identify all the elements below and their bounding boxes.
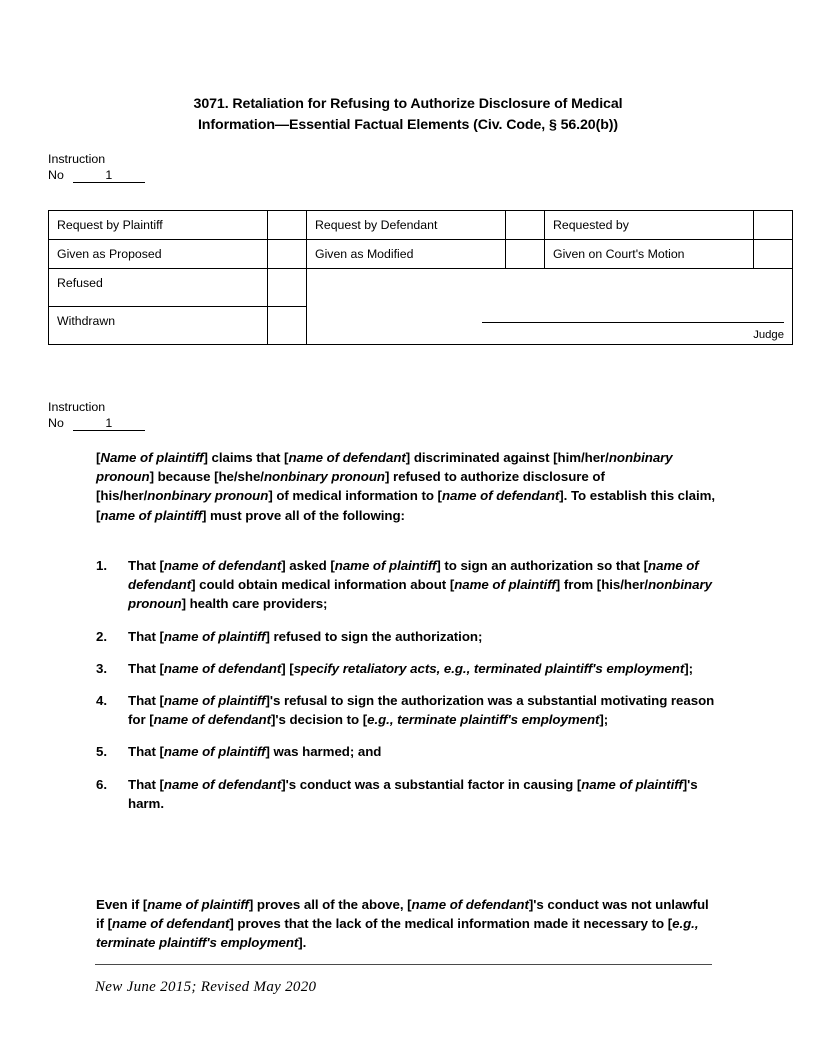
instruction-label-top: Instruction [48, 152, 106, 166]
list-item [96, 775, 722, 813]
text-run: ]. [298, 935, 307, 951]
footer-divider [95, 964, 712, 965]
cell-given-on-courts-motion: Given on Court's Motion [545, 240, 754, 269]
text-run: name of plaintiff [454, 577, 556, 593]
text-run: name of plaintiff [163, 744, 266, 760]
table-row [49, 240, 793, 269]
list-item [96, 691, 722, 729]
text-run: ] of medical information to [ [268, 488, 442, 504]
checkbox-given-on-courts-motion[interactable] [754, 240, 793, 269]
text-run: nonbinary pronoun [147, 488, 269, 504]
list-item [96, 556, 722, 614]
text-run: name of defendant [112, 916, 230, 932]
table-row [49, 269, 793, 307]
list-item [96, 659, 722, 678]
page-title [108, 94, 708, 136]
closing-paragraph [96, 895, 716, 953]
instruction-number-body [48, 400, 145, 431]
text-run: ] claims that [ [203, 450, 289, 465]
text-run: ] discriminated against [him/her/ [405, 450, 609, 465]
text-run: e.g., terminate plaintiff's employment [96, 916, 699, 951]
text-run: ] from [his/her/ [555, 577, 649, 593]
text-run: ]. To establish this claim, [ [96, 488, 716, 523]
judge-signature-caption: Judge [753, 329, 784, 341]
instruction-number-top [48, 152, 145, 183]
text-run: ] was harmed; and [265, 744, 382, 760]
text-run: name of defendant [288, 450, 406, 465]
list-item-text [128, 627, 722, 646]
list-item-number: 5. [96, 744, 108, 760]
page-title-line2: Information—Essential Factual Elements (Civ. Code, § 56.20(b)) [197, 117, 619, 133]
list-item-text [128, 691, 722, 729]
list-item-text [128, 556, 722, 614]
instruction-no-label-body: No [48, 415, 64, 430]
text-run: name of defendant [163, 660, 282, 676]
intro-paragraph [96, 448, 722, 525]
instruction-no-label-top: No [48, 167, 64, 182]
text-run: ]'s refusal to sign the authorization was a substantial motivating reason for [ [128, 693, 715, 728]
text-run: ] must prove all of the following: [201, 507, 405, 523]
cell-given-as-modified: Given as Modified [307, 240, 506, 269]
judge-signature-area [307, 269, 793, 345]
text-run: That [ [128, 744, 164, 760]
table-row [49, 211, 793, 240]
text-run: ]'s conduct was a substantial factor in causing [ [281, 776, 582, 792]
text-run: name of defendant [128, 558, 699, 593]
text-run: name of defendant [163, 776, 282, 792]
text-run: [ [96, 450, 101, 465]
text-run: nonbinary pronoun [128, 577, 712, 612]
list-item-number: 4. [96, 693, 108, 709]
text-run: specify retaliatory acts, e.g., terminated plaintiff's employment [293, 660, 685, 676]
text-run: name of plaintiff [581, 776, 683, 792]
list-item-text [128, 659, 722, 678]
text-run: ] refused to authorize disclosure of [his/her/ [96, 469, 605, 504]
judge-signature-line[interactable] [482, 322, 784, 323]
checkbox-refused[interactable] [268, 269, 307, 307]
text-run: name of plaintiff [334, 558, 437, 573]
text-run: nonbinary pronoun [263, 469, 385, 485]
text-run: ] proves that the lack of the medical information made it necessary to [ [229, 916, 673, 932]
list-item-text [128, 775, 722, 813]
text-run: That [ [128, 776, 164, 792]
list-item-number: 3. [96, 660, 108, 676]
text-run: ] could obtain medical information about [ [191, 577, 455, 593]
checkbox-given-as-proposed[interactable] [268, 240, 307, 269]
text-run: ]; [599, 712, 609, 728]
instruction-label-body: Instruction [48, 400, 106, 414]
text-run: name of defendant [163, 558, 282, 573]
text-run: name of defendant [411, 897, 529, 912]
checkbox-requested-by[interactable] [754, 211, 793, 240]
cell-request-by-plaintiff: Request by Plaintiff [49, 211, 268, 240]
list-item [96, 627, 722, 646]
cell-request-by-defendant: Request by Defendant [307, 211, 506, 240]
list-item-number: 1. [96, 558, 108, 573]
list-item-number: 2. [96, 628, 108, 644]
instruction-disposition-table [48, 210, 793, 345]
text-run: name of defendant [441, 488, 560, 504]
text-run: ]; [684, 660, 693, 676]
text-run: ] [ [281, 660, 294, 676]
text-run: name of plaintiff [163, 628, 266, 644]
text-run: name of plaintiff [100, 507, 202, 523]
checkbox-given-as-modified[interactable] [506, 240, 545, 269]
footer-revision-note: New June 2015; Revised May 2020 [95, 979, 317, 995]
list-item [96, 742, 722, 761]
list-item-text [128, 742, 722, 761]
cell-refused: Refused [49, 269, 268, 307]
text-run: Even if [ [96, 897, 148, 912]
text-run: ] to sign an authorization so that [ [436, 558, 649, 573]
text-run: ] because [he/she/ [149, 469, 264, 485]
text-run: ] health care providers; [181, 596, 328, 612]
cell-requested-by: Requested by [545, 211, 754, 240]
text-run: That [ [128, 558, 164, 573]
essential-elements-list [96, 556, 722, 826]
checkbox-withdrawn[interactable] [268, 307, 307, 345]
text-run: ] refused to sign the authorization; [265, 628, 483, 644]
text-run: nonbinary pronoun [96, 450, 673, 485]
checkbox-request-by-defendant[interactable] [506, 211, 545, 240]
text-run: name of plaintiff [163, 693, 266, 709]
text-run: name of plaintiff [147, 897, 249, 912]
cell-given-as-proposed: Given as Proposed [49, 240, 268, 269]
text-run: name of defendant [153, 712, 271, 728]
checkbox-request-by-plaintiff[interactable] [268, 211, 307, 240]
instruction-no-value-body[interactable]: 1 [73, 416, 145, 431]
cell-withdrawn: Withdrawn [49, 307, 268, 345]
text-run: ] asked [ [281, 558, 335, 573]
text-run: ]'s harm. [128, 776, 698, 811]
page-title-line1: 3071. Retaliation for Refusing to Authorize Disclosure of Medical [193, 96, 623, 112]
text-run: That [ [128, 628, 164, 644]
text-run: ]'s conduct was not unlawful if [ [96, 897, 709, 932]
list-item-number: 6. [96, 776, 108, 792]
text-run: ]'s decision to [ [270, 712, 368, 728]
text-run: Name of plaintiff [100, 450, 204, 465]
text-run: That [ [128, 660, 164, 676]
text-run: ] proves all of the above, [ [248, 897, 412, 912]
text-run: That [ [128, 693, 164, 709]
text-run: e.g., terminate plaintiff's employment [367, 712, 600, 728]
instruction-no-value-top[interactable]: 1 [73, 168, 145, 183]
